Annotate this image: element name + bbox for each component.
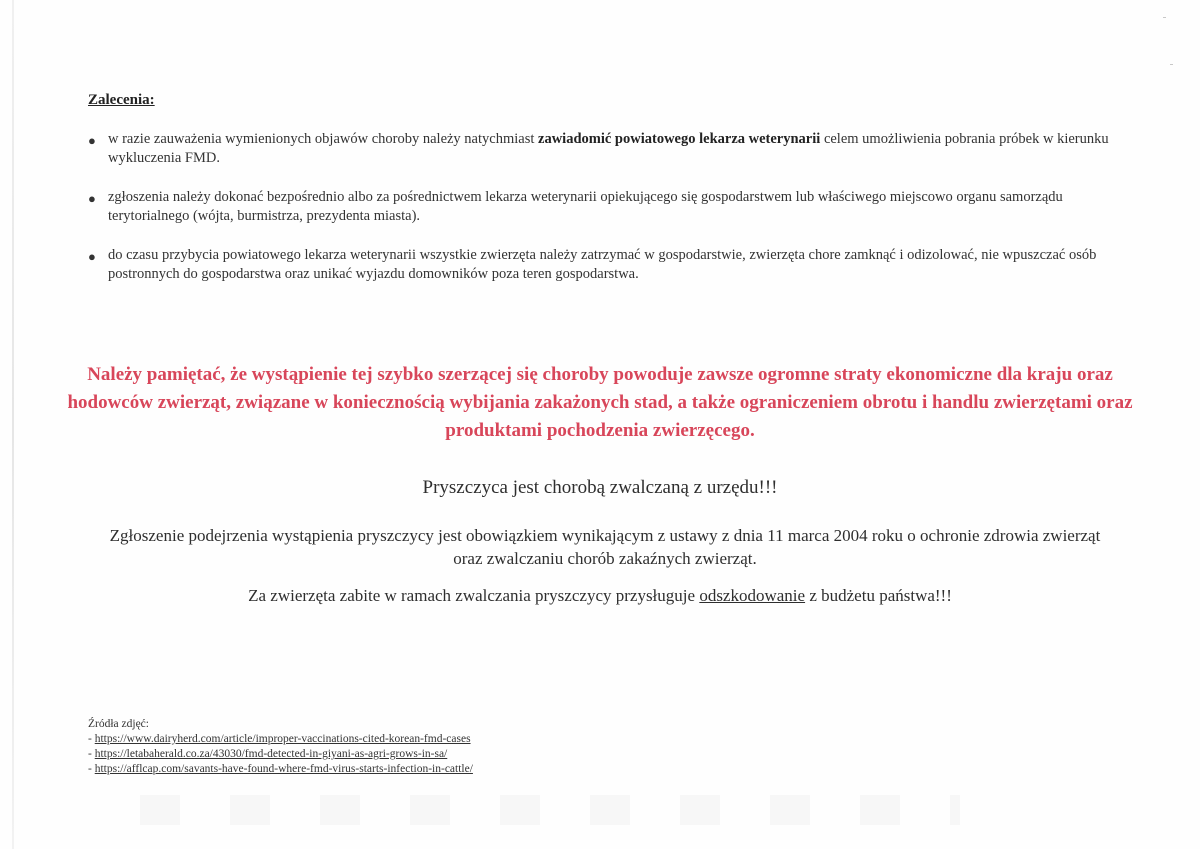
source-line: [88, 732, 473, 747]
photo-sources: [88, 717, 473, 777]
scan-edge: [12, 0, 14, 849]
source-prefix: -: [88, 733, 95, 745]
recommendation-item: [88, 188, 1123, 226]
legal-obligation-text: Zgłoszenie podejrzenia wystąpienia pryszczycy jest obowiązkiem wynikającym z ustawy z dnia 11 marca 2004 roku o ochronie zdrowia zwierząt oraz zwalczaniu chorób zakaźnych zwierząt.: [109, 526, 1101, 568]
recommendation-bold: zawiadomić powiatowego lekarza weterynarii: [538, 131, 821, 147]
source-link[interactable]: https://www.dairyherd.com/article/improper-vaccinations-cited-korean-fmd-cases: [94, 733, 471, 745]
bullet-icon: ●: [88, 133, 96, 148]
recommendation-text: w razie zauważenia wymienionych objawów choroby należy natychmiast: [108, 131, 539, 147]
compensation-text: [0, 586, 1200, 606]
source-link[interactable]: https://letabaherald.co.za/43030/fmd-detected-in-giyani-as-agri-grows-in-sa/: [94, 748, 448, 760]
recommendation-text: zgłoszenia należy dokonać bezpośrednio albo za pośrednictwem lekarza weterynarii opiekującego się gospodarstwem lub właściwego miejscowo organu samorządu terytorialnego (wójta, burmistrza, prezydenta miasta).: [108, 189, 1063, 224]
source-link[interactable]: https://afflcap.com/savants-have-found-where-fmd-virus-starts-infection-in-cattle/: [94, 763, 473, 775]
recommendation-text: do czasu przybycia powiatowego lekarza weterynarii wszystkie zwierzęta należy zatrzymać w gospodarstwie, zwierzęta chore zamknąć i odizolować, nie wpuszczać osób postronnych do gospodarstwa oraz unikać wyjazdu domowników poza teren gospodarstwa.: [108, 247, 1097, 282]
source-line: [88, 762, 473, 777]
mandatory-control-statement: Pryszczyca jest chorobą zwalczaną z urzędu!!!: [422, 477, 778, 498]
bullet-icon: ●: [88, 191, 96, 206]
bullet-icon: ●: [88, 249, 96, 264]
compensation-text-end: z budżetu państwa!!!: [805, 586, 952, 605]
source-line: [88, 747, 473, 762]
recommendations-list: [88, 130, 1123, 304]
scan-speck: [1163, 17, 1166, 18]
compensation-text-start: Za zwierzęta zabite w ramach zwalczania pryszczycy przysługuje: [248, 586, 700, 605]
scan-speck: [1170, 64, 1173, 65]
bleed-through-shadow: [140, 795, 960, 825]
recommendation-item: [88, 246, 1123, 284]
recommendation-text-end: celem umożliwienia pobrania próbek w kierunku wykluczenia FMD.: [108, 131, 1109, 166]
compensation-underlined: odszkodowanie: [699, 586, 806, 605]
source-prefix: -: [88, 748, 95, 760]
source-prefix: -: [88, 763, 95, 775]
sources-label: Źródła zdjęć:: [88, 718, 149, 730]
economic-loss-warning: Należy pamiętać, że wystąpienie tej szybko szerzącej się choroby powoduje zawsze ogromne straty ekonomiczne dla kraju oraz hodowców zwierząt, związane w koniecznością wybijania zakażonych stad, a także ograniczeniem obrotu i handlu zwierzętami oraz produktami pochodzenia zwierzęcego.: [67, 364, 1133, 441]
recommendations-heading: Zalecenia:: [88, 92, 155, 108]
recommendation-item: [88, 130, 1123, 168]
